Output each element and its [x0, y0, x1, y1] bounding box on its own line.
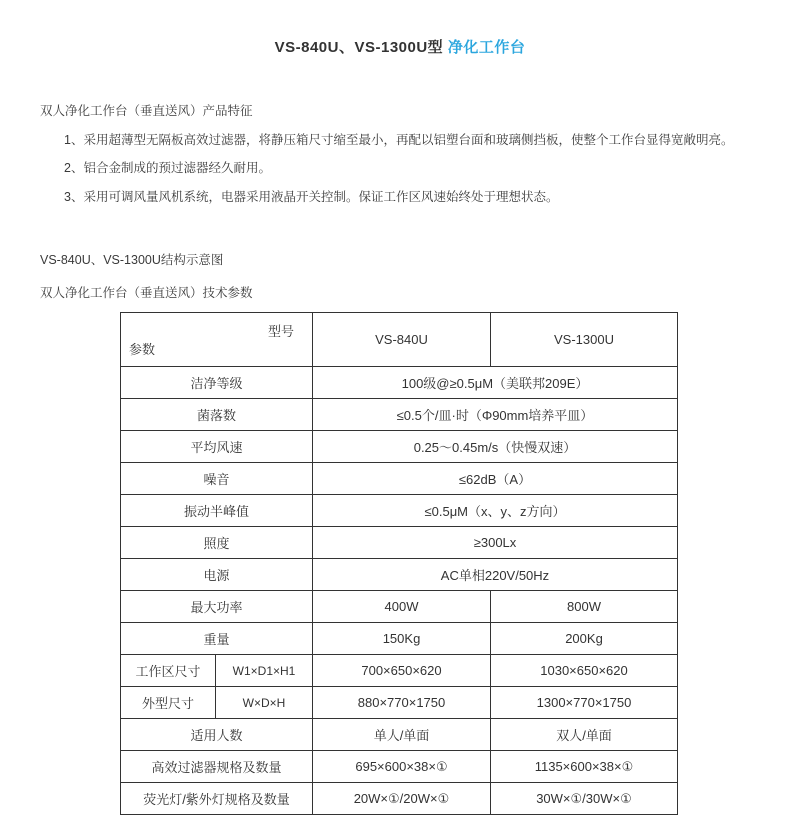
table-row-overall-size	[121, 687, 678, 719]
feature-item-1: 1、采用超薄型无隔板高效过滤器，将静压箱尺寸缩至最小，再配以铝塑台面和玻璃侧挡板，使整个工作台显得宽敞明亮。	[64, 133, 734, 147]
feature-list	[0, 133, 800, 204]
row-value-vs840u: 单人/单面	[313, 719, 491, 751]
table-row-lamps	[121, 783, 678, 815]
row-label: 洁净等级	[121, 367, 313, 399]
table-row-power-supply	[121, 559, 678, 591]
row-value-vs840u: 695×600×38×①	[313, 751, 491, 783]
row-value-vs1300u: 1030×650×620	[491, 655, 678, 687]
features-heading: 双人净化工作台（垂直送风）产品特征	[40, 104, 253, 118]
row-sublabel: W1×D1×H1	[216, 655, 313, 687]
row-value: AC单相220V/50Hz	[313, 559, 678, 591]
table-row-colony-count	[121, 399, 678, 431]
model-header-vs1300u: VS-1300U	[491, 313, 678, 367]
row-label: 噪音	[121, 463, 313, 495]
row-value-vs840u: 400W	[313, 591, 491, 623]
specs-heading: 双人净化工作台（垂直送风）技术参数	[40, 286, 253, 301]
row-value-vs840u: 20W×①/20W×①	[313, 783, 491, 815]
corner-header-cell	[121, 313, 313, 367]
row-label: 工作区尺寸	[121, 655, 216, 687]
corner-label-param: 参数	[129, 342, 156, 358]
page-title-product: 净化工作台	[447, 39, 526, 56]
table-row-illuminance	[121, 527, 678, 559]
row-label: 外型尺寸	[121, 687, 216, 719]
row-value: 100级@≥0.5μM（美联邦209E）	[313, 367, 678, 399]
row-label: 重量	[121, 623, 313, 655]
row-value: 0.25～0.45m/s（快慢双速）	[313, 431, 678, 463]
table-row-weight	[121, 623, 678, 655]
model-header-vs840u: VS-840U	[313, 313, 491, 367]
table-header-row	[121, 313, 678, 367]
row-value-vs840u: 880×770×1750	[313, 687, 491, 719]
table-row-noise	[121, 463, 678, 495]
row-value-vs1300u: 30W×①/30W×①	[491, 783, 678, 815]
table-row-work-area-size	[121, 655, 678, 687]
table-row-vibration	[121, 495, 678, 527]
row-value-vs1300u: 双人/单面	[491, 719, 678, 751]
row-value: ≤62dB（A）	[313, 463, 678, 495]
row-value: ≤0.5个/皿·时（Φ90mm培养平皿）	[313, 399, 678, 431]
table-row-clean-class	[121, 367, 678, 399]
row-value-vs1300u: 200Kg	[491, 623, 678, 655]
row-value-vs1300u: 1135×600×38×①	[491, 751, 678, 783]
table-row-max-power	[121, 591, 678, 623]
row-value-vs840u: 150Kg	[313, 623, 491, 655]
row-label: 照度	[121, 527, 313, 559]
page-title-model: VS-840U、VS-1300U型	[274, 39, 448, 56]
row-sublabel: W×D×H	[216, 687, 313, 719]
spec-table	[120, 312, 678, 815]
row-value: ≥300Lx	[313, 527, 678, 559]
row-label: 高效过滤器规格及数量	[121, 751, 313, 783]
row-label: 适用人数	[121, 719, 313, 751]
feature-item-2: 2、铝合金制成的预过滤器经久耐用。	[64, 161, 271, 176]
row-label: 电源	[121, 559, 313, 591]
row-value-vs1300u: 800W	[491, 591, 678, 623]
table-row-average-airspeed	[121, 431, 678, 463]
page-title	[0, 0, 800, 57]
row-label: 菌落数	[121, 399, 313, 431]
table-row-hepa-filter	[121, 751, 678, 783]
table-row-capacity	[121, 719, 678, 751]
row-label: 最大功率	[121, 591, 313, 623]
row-label: 荧光灯/紫外灯规格及数量	[121, 783, 313, 815]
row-label: 振动半峰值	[121, 495, 313, 527]
row-value-vs1300u: 1300×770×1750	[491, 687, 678, 719]
row-label: 平均风速	[121, 431, 313, 463]
corner-label-model: 型号	[267, 324, 294, 340]
row-value-vs840u: 700×650×620	[313, 655, 491, 687]
diagram-heading: VS-840U、VS-1300U结构示意图	[40, 253, 224, 268]
row-value: ≤0.5μM（x、y、z方向）	[313, 495, 678, 527]
feature-item-3: 3、采用可调风量风机系统，电器采用液晶开关控制。保证工作区风速始终处于理想状态。	[64, 189, 559, 204]
